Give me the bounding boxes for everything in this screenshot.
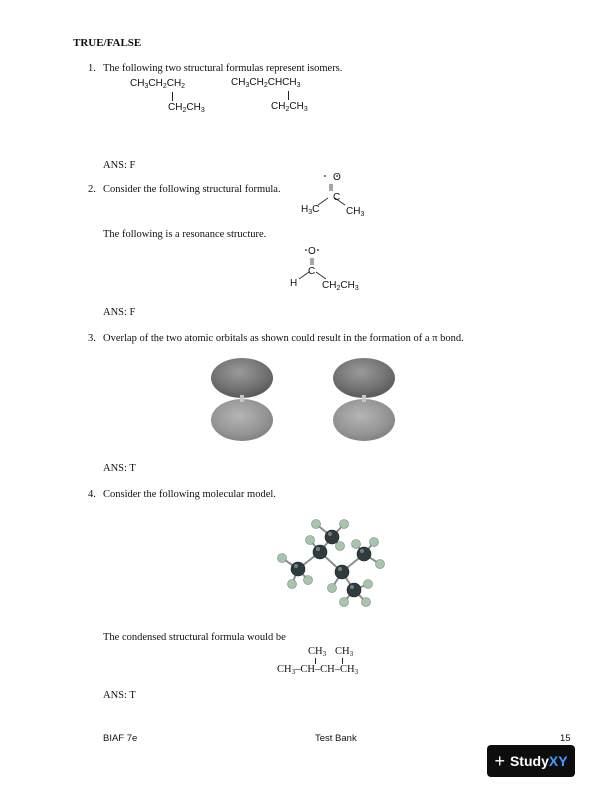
footer-title: Test Bank [315,733,357,744]
p-orbital-left [211,358,273,441]
ketone-carbon: C [333,192,341,203]
footer-book: BIAF 7e [103,733,138,744]
p-orbital-right [333,358,395,441]
section-heading: TRUE/FALSE [73,37,142,49]
formula-b-branch: $CH_2CH_3$ [271,101,308,113]
branch-right: $CH_3$ [335,646,354,658]
formula-b-main: $CH_3CH_2CHCH_3$ [231,77,301,89]
question-2-prompt: Consider the following structural formula. [103,184,281,195]
question-4-prompt-2: The condensed structural formula would be [103,632,286,643]
formula-a-main: $CH_3CH_2CH_2$ [130,78,186,90]
aldehyde-carbon: C [308,266,316,277]
formula-a-branch: $CH_2CH_3$ [168,102,205,114]
formula-a-bond [172,92,173,101]
main-chain: $CH_3-CH-CH-CH_3$ [277,664,359,676]
ball-and-stick-model [270,512,395,612]
aldehyde-oxygen: O [308,246,316,257]
question-3-number: 3. [88,333,96,344]
question-4-answer: ANS: T [103,690,136,701]
question-1-number: 1. [88,63,96,74]
ketone-right-group: $CH_3$ [346,206,365,218]
ketone-left-group: $H_3C$ [301,204,320,216]
question-1-answer: ANS: F [103,160,136,171]
question-4-prompt: Consider the following molecular model. [103,489,276,500]
formula-b-bond [288,91,289,100]
brand-name: StudyXY [509,753,568,769]
branch-left: $CH_3$ [308,646,327,658]
question-2-prompt-2: The following is a resonance structure. [103,229,267,240]
ketone-oxygen: O [333,172,341,183]
plus-icon: + [494,751,505,771]
aldehyde-left-group: H [290,278,298,289]
aldehyde-right-group: $CH_2CH_3$ [322,280,359,292]
question-3-answer: ANS: T [103,463,136,474]
question-4-number: 4. [88,489,96,500]
question-3-prompt: Overlap of the two atomic orbitals as shown could result in the formation of a π bond. [103,333,464,344]
question-1-prompt: The following two structural formulas represent isomers. [103,63,343,74]
question-2-answer: ANS: F [103,307,136,318]
footer-page-number: 15 [560,733,571,744]
question-2-number: 2. [88,184,96,195]
studyxy-badge[interactable] [487,745,575,777]
p-orbitals-figure [205,355,405,450]
